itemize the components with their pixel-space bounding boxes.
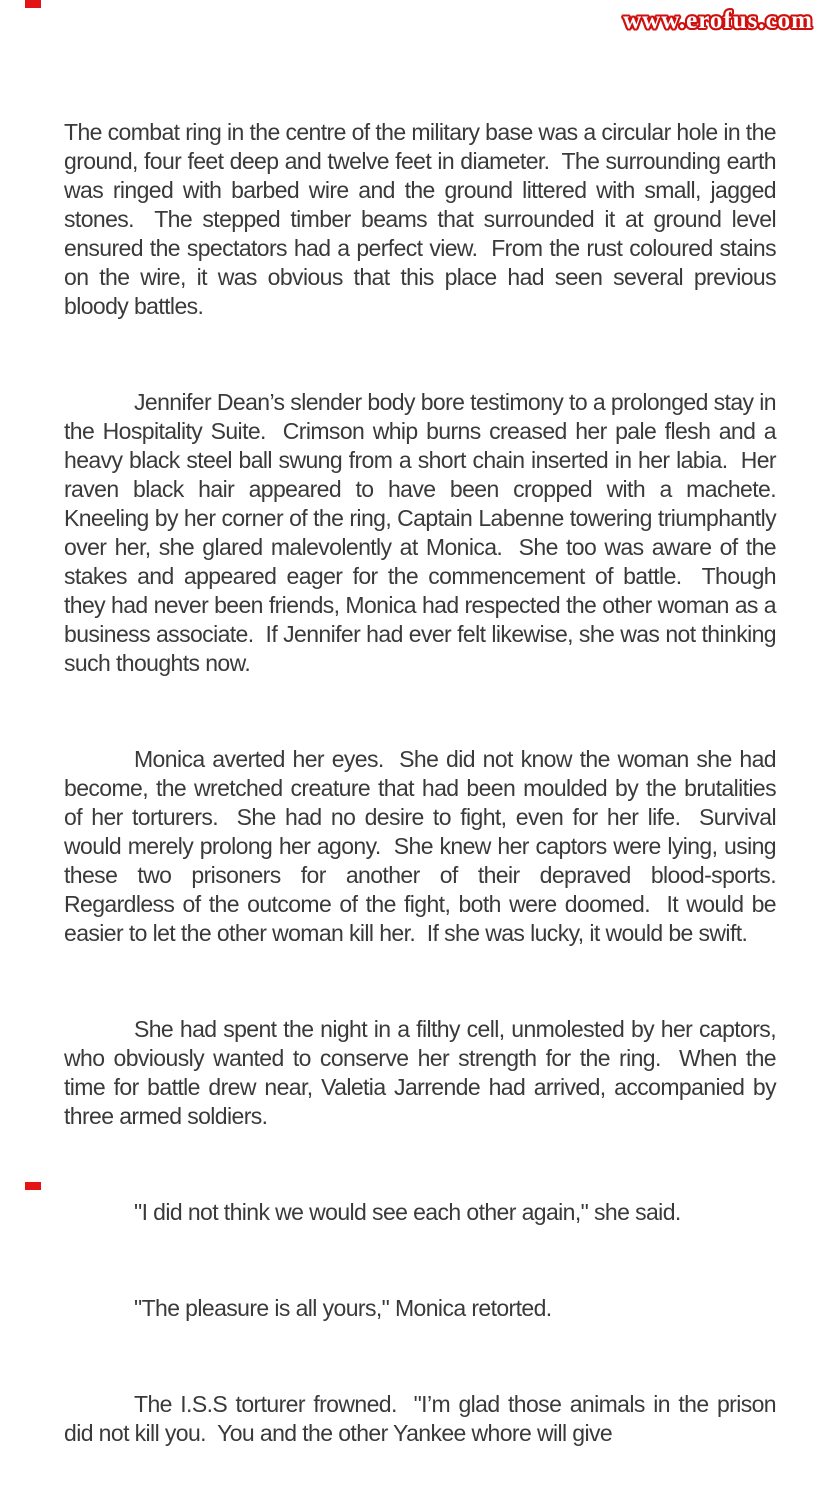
- paragraph: Monica averted her eyes. She did not know the woman she had become, the wretched creature that had been moulded by the brutalities of her torturers. She had no desire to fight, even for her life. Survival would merely prolong her agony. She knew her captors were lying, using these two prisoners for another of their depraved blood-sports. Regardless of the outcome of the fight, both were doomed. It would be easier to let the other woman kill her. If she was lucky, it would be swift.: [64, 746, 788, 946]
- red-crop-mark-top-left: [25, 0, 41, 8]
- paragraph: She had spent the night in a filthy cell, unmolested by her captors, who obviously wanted to conserve her strength for the ring. When the time for battle drew near, Valetia Jarrende had arrived, accompanied by three armed soldiers.: [64, 1016, 782, 1129]
- site-watermark: www.erofus.com: [623, 7, 813, 34]
- paragraph-dialogue: "The pleasure is all yours," Monica retorted.: [134, 1295, 552, 1321]
- red-crop-mark-bottom-left: [25, 1182, 41, 1190]
- paragraph: The combat ring in the centre of the military base was a circular hole in the ground, four feet deep and twelve feet in diameter. The surrounding earth was ringed with barbed wire and the ground littered with small, jagged stones. The stepped timber beams that surrounded it at ground level ensured the spectators had a perfect view. From the rust coloured stains on the wire, it was obvious that this place had seen several previous bloody battles.: [64, 119, 782, 319]
- story-text: [64, 60, 788, 1506]
- paragraph-dialogue: "I did not think we would see each other again," she said.: [134, 1199, 681, 1225]
- paragraph: The I.S.S torturer frowned. "I’m glad those animals in the prison did not kill you. You and the other Yankee whore will give: [64, 1391, 782, 1446]
- paragraph: Jennifer Dean’s slender body bore testimony to a prolonged stay in the Hospitality Suite. Crimson whip burns creased her pale flesh and a heavy black steel ball swung from a short chain inserted in her labia. Her raven black hair appeared to have been cropped with a machete. Kneeling by her corner of the ring, Captain Labenne towering triumphantly over her, she glared malevolently at Monica. She too was aware of the stakes and appeared eager for the commencement of battle. Though they had never been friends, Monica had respected the other woman as a business associate. If Jennifer had ever felt likewise, she was not thinking such thoughts now.: [64, 389, 788, 676]
